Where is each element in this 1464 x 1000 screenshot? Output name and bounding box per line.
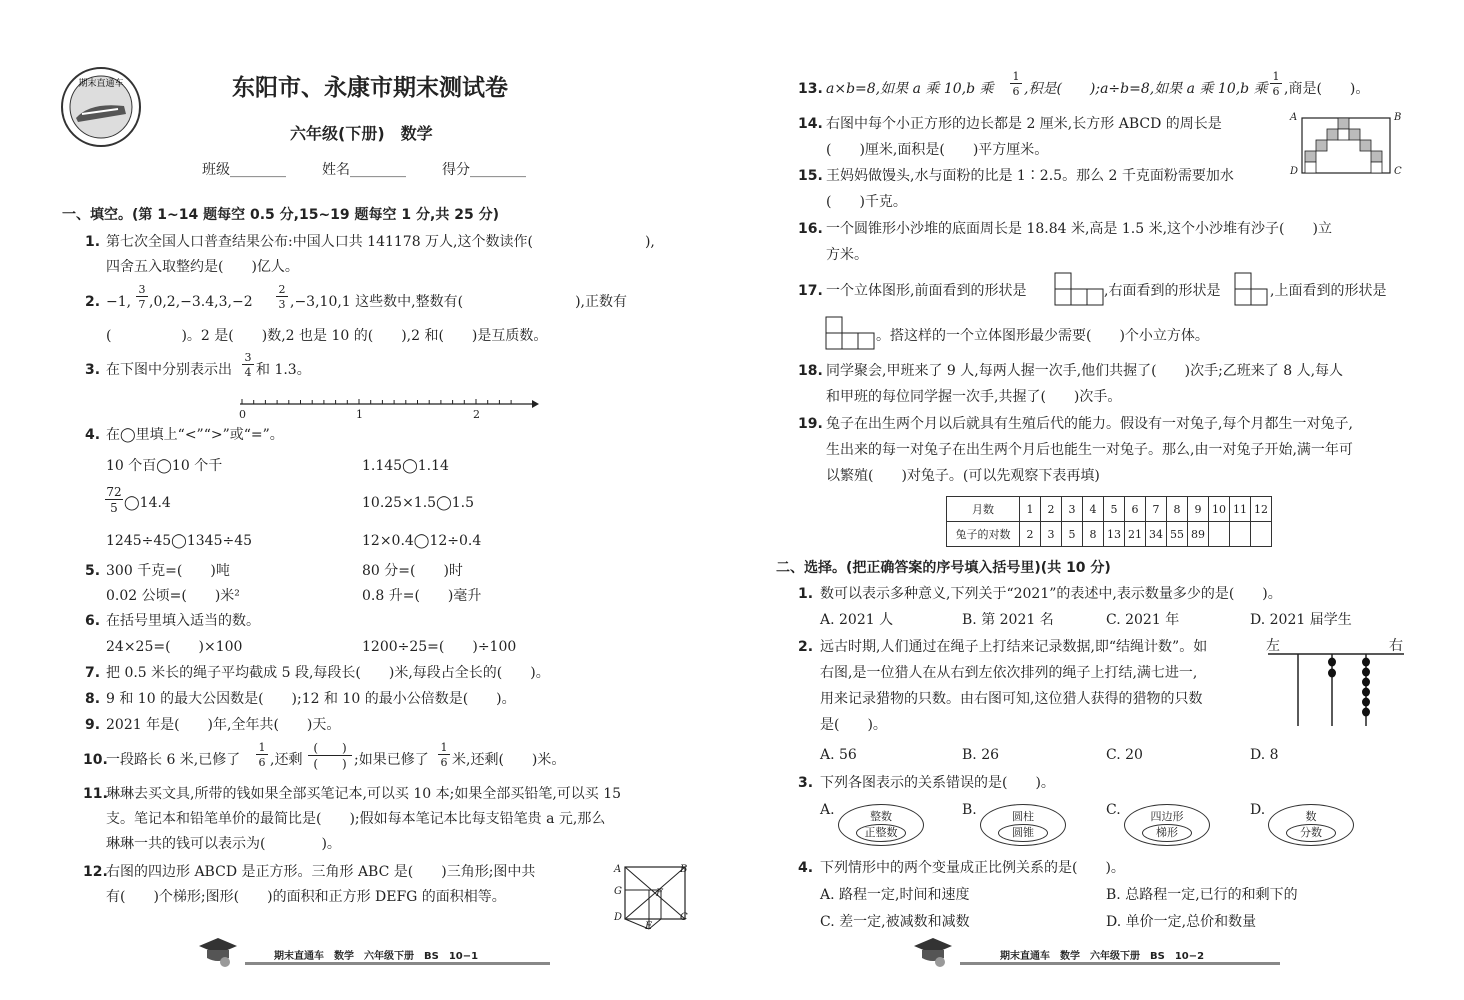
q12-line1: 右图的四边形 ABCD 是正方形。三角形 ABC 是( )三角形;图中共 — [106, 864, 536, 880]
q18-line2: 和甲班的每位同学握一次手,共握了( )次手。 — [826, 389, 1122, 405]
graduation-cap-icon — [910, 934, 956, 968]
q18-line1: 同学聚会,甲班来了 9 人,每两人握一次手,他们共握了( )次手;乙班来了 8 人,每人 — [826, 363, 1344, 379]
tick-1: 1 — [356, 408, 363, 421]
label-E: E — [645, 921, 653, 932]
q10-blank-num[interactable]: ( ) — [308, 741, 352, 756]
q9-text: 2021 年是( )年,全年共( )天。 — [106, 717, 341, 733]
q2-frac1-den: 7 — [138, 298, 146, 311]
q2-number: 2. — [85, 294, 101, 310]
venn-c-inner: 梯形 — [1142, 824, 1192, 842]
q17-c: ,上面看到的形状是 — [1270, 283, 1387, 299]
section-1-heading: 一、填空。(第 1~14 题每空 0.5 分,15~19 题每空 1 分,共 25 分) — [62, 207, 499, 223]
q4-item-d: 10.25×1.5◯1.5 — [362, 495, 475, 511]
right-page — [732, 0, 1464, 1000]
table-cell: 3 — [1041, 522, 1062, 547]
q4-item-e: 1245÷45◯1345÷45 — [106, 533, 253, 549]
q4-item-c: ◯14.4 — [124, 495, 171, 511]
c3-option-a-letter[interactable]: A. — [820, 802, 835, 818]
q14-number: 14. — [798, 116, 823, 132]
c1-text: 数可以表示多种意义,下列关于“2021”的表述中,表示数量多少的是( )。 — [820, 586, 1282, 602]
front-view-shape — [1054, 272, 1104, 308]
table-cell: 1 — [1020, 497, 1041, 522]
table-cell: 13 — [1104, 522, 1125, 547]
q10-blank-den[interactable]: ( ) — [313, 757, 347, 771]
q19-line2: 生出来的每一对兔子在出生两个月后也能生一对兔子。那么,由一对兔子开始,满一年可 — [826, 442, 1353, 458]
q5-item-a: 300 千克=( )吨 — [106, 563, 230, 579]
q11-line3: 琳琳一共的钱可以表示为( )。 — [106, 836, 341, 852]
venn-d-inner: 分数 — [1286, 824, 1336, 842]
q10-f2-num: 1 — [438, 741, 450, 755]
tick-0: 0 — [239, 408, 246, 421]
footer-text-right: 期末直通车 数学 六年级下册 BS 10−2 — [1000, 951, 1205, 962]
c3-option-d-letter[interactable]: D. — [1250, 802, 1266, 818]
label-A: A — [614, 864, 622, 875]
table-row — [947, 522, 1272, 547]
q6-text: 在括号里填入适当的数。 — [106, 613, 260, 629]
c1-option-b[interactable]: B. 第 2021 名 — [962, 612, 1054, 628]
c2-option-d[interactable]: D. 8 — [1250, 747, 1279, 763]
q13-b: ,积是( );a÷b=8,如果 a 乘 10,b 乘 — [1024, 81, 1268, 97]
c4-option-d[interactable]: D. 单价一定,总价和数量 — [1106, 914, 1257, 930]
q4-frac-den: 5 — [110, 501, 118, 515]
q5-number: 5. — [85, 563, 101, 579]
c3-number: 3. — [798, 775, 814, 791]
graduation-cap-icon — [195, 934, 241, 968]
q3-frac-den: 4 — [244, 366, 252, 379]
c2-line3: 用来记录猎物的只数。由右图可知,这位猎人获得的猎物的只数 — [820, 691, 1203, 707]
q10-f1-num: 1 — [256, 741, 268, 755]
label-D: D — [614, 912, 623, 923]
label-C: C — [680, 912, 688, 923]
q19-line3: 以繁殖( )对兔子。(可以先观察下表再填) — [826, 468, 1100, 484]
venn-c-outer: 四边形 — [1150, 810, 1184, 823]
q2-frac2-den: 3 — [278, 298, 286, 311]
q16-line1: 一个圆锥形小沙堆的底面周长是 18.84 米,高是 1.5 米,这个小沙堆有沙子( )立 — [826, 221, 1332, 237]
q8-text: 9 和 10 的最大公因数是( );12 和 10 的最小公倍数是( )。 — [106, 691, 516, 707]
label-F: F — [656, 888, 663, 899]
q5-item-c: 0.02 公顷=( )米² — [106, 588, 240, 604]
q12-line2: 有( )个梯形;图形( )的面积和正方形 DEFG 的面积相等。 — [106, 889, 506, 905]
c4-option-c[interactable]: C. 差一定,被减数和减数 — [820, 914, 970, 930]
q13-c: ,商是( )。 — [1284, 81, 1370, 97]
c3-option-b-letter[interactable]: B. — [962, 802, 977, 818]
q4-item-b: 1.145◯1.14 — [362, 458, 449, 474]
q3-text-b: 和 1.3。 — [256, 362, 311, 378]
c1-option-a[interactable]: A. 2021 人 — [820, 612, 894, 628]
q2-line1a: −1, — [106, 294, 132, 310]
q14-label-D: D — [1290, 166, 1299, 177]
table-cell: 34 — [1146, 522, 1167, 547]
c1-number: 1. — [798, 586, 814, 602]
q19-line1: 兔子在出生两个月以后就具有生殖后代的能力。假设有一对兔子,每个月都生一对兔子, — [826, 416, 1353, 432]
name-field[interactable]: 姓名________ — [322, 162, 406, 178]
tick-2: 2 — [473, 408, 480, 421]
q4-item-a: 10 个百◯10 个千 — [106, 458, 223, 474]
q3-number: 3. — [85, 362, 101, 378]
c2-option-c[interactable]: C. 20 — [1106, 747, 1143, 763]
table-cell: 5 — [1104, 497, 1125, 522]
q14-line2: ( )厘米,面积是( )平方厘米。 — [826, 142, 1049, 158]
q7-number: 7. — [85, 665, 101, 681]
q3-text-a: 在下图中分别表示出 — [106, 362, 232, 378]
venn-b — [980, 804, 1066, 846]
q6-number: 6. — [85, 613, 101, 629]
number-line — [236, 394, 540, 424]
q9-number: 9. — [85, 717, 101, 733]
c4-text: 下列情形中的两个变量成正比例关系的是( )。 — [820, 860, 1125, 876]
table-cell[interactable] — [1251, 522, 1272, 547]
q2-frac2-num: 2 — [276, 283, 288, 297]
label-B: B — [680, 864, 688, 875]
logo-seal — [60, 66, 142, 148]
q15-number: 15. — [798, 168, 823, 184]
table-cell: 4 — [1083, 497, 1104, 522]
q5-item-b: 80 分=( )时 — [362, 563, 463, 579]
q13-f1-num: 1 — [1010, 70, 1022, 84]
q14-label-B: B — [1394, 112, 1402, 123]
table-cell[interactable] — [1209, 522, 1230, 547]
q5-item-d: 0.8 升=( )毫升 — [362, 588, 482, 604]
table-cell: 55 — [1167, 522, 1188, 547]
rabbit-table — [946, 496, 1272, 547]
q10-d: 米,还剩( )米。 — [452, 752, 566, 768]
c1-option-d[interactable]: D. 2021 届学生 — [1250, 612, 1352, 628]
venn-c — [1124, 804, 1210, 846]
q17-a: 一个立体图形,前面看到的形状是 — [826, 283, 1027, 299]
q17-d: 。搭这样的一个立体图形最少需要( )个小立方体。 — [876, 328, 1209, 344]
logo-text: 期末直通车 — [78, 79, 124, 89]
q13-number: 13. — [798, 81, 823, 97]
q13-f1-den: 6 — [1012, 85, 1020, 98]
table-cell: 11 — [1230, 497, 1251, 522]
c2-line4: 是( )。 — [820, 717, 887, 733]
q16-line2: 方米。 — [826, 247, 868, 263]
q10-f1-den: 6 — [258, 756, 266, 769]
venn-a — [838, 804, 924, 846]
section-2-heading: 二、选择。(把正确答案的序号填入括号里)(共 10 分) — [776, 560, 1111, 576]
table-cell: 9 — [1188, 497, 1209, 522]
q10-a: 一段路长 6 米,已修了 — [106, 752, 241, 768]
q2-frac1-num: 3 — [136, 283, 148, 297]
table-cell: 兔子的对数 — [947, 522, 1020, 547]
exam-subtitle: 六年级(下册) 数学 — [290, 124, 433, 143]
q4-item-f: 12×0.4◯12÷0.4 — [362, 533, 482, 549]
c2-option-a[interactable]: A. 56 — [820, 747, 857, 763]
q13-f2-num: 1 — [1270, 70, 1282, 84]
q4-text: 在◯里填上“<”“>”或“=”。 — [106, 427, 284, 443]
table-cell: 21 — [1125, 522, 1146, 547]
venn-a-outer: 整数 — [870, 810, 892, 823]
q12-number: 12. — [83, 864, 108, 880]
table-cell: 8 — [1167, 497, 1188, 522]
exam-title: 东阳市、永康市期末测试卷 — [232, 75, 508, 101]
table-cell[interactable] — [1230, 522, 1251, 547]
table-cell: 8 — [1083, 522, 1104, 547]
table-cell: 3 — [1062, 497, 1083, 522]
q2-line2: ( )。2 是( )数,2 也是 10 的( ),2 和( )是互质数。 — [106, 328, 548, 344]
c2-option-b[interactable]: B. 26 — [962, 747, 1000, 763]
c3-text: 下列各图表示的关系错误的是( )。 — [820, 775, 1055, 791]
q1-line2: 四舍五入取整约是( )亿人。 — [106, 259, 299, 275]
q10-c: ;如果已修了 — [354, 752, 429, 768]
q11-line1: 琳琳去买文具,所带的钱如果全部买笔记本,可以买 10 本;如果全部买铅笔,可以买 15 — [106, 786, 622, 802]
c2-number: 2. — [798, 639, 814, 655]
table-cell: 2 — [1041, 497, 1062, 522]
q13-a: a×b=8,如果 a 乘 10,b 乘 — [826, 81, 994, 97]
q14-label-C: C — [1394, 166, 1402, 177]
right-view-shape — [1234, 272, 1270, 308]
q4-frac-num: 72 — [106, 485, 122, 499]
top-view-shape — [825, 316, 875, 352]
q1-number: 1. — [85, 234, 101, 250]
c3-option-c-letter[interactable]: C. — [1106, 802, 1121, 818]
table-cell: 7 — [1146, 497, 1167, 522]
table-cell: 5 — [1062, 522, 1083, 547]
table-cell: 2 — [1020, 522, 1041, 547]
c1-option-c[interactable]: C. 2021 年 — [1106, 612, 1180, 628]
venn-a-inner: 正整数 — [856, 824, 906, 842]
table-cell: 12 — [1251, 497, 1272, 522]
q15-line1: 王妈妈做馒头,水与面粉的比是 1∶2.5。那么 2 千克面粉需要加水 — [826, 168, 1234, 184]
q14-line1: 右图中每个小正方形的边长都是 2 厘米,长方形 ABCD 的周长是 — [826, 116, 1222, 132]
q14-label-A: A — [1290, 112, 1298, 123]
q1-line1: 第七次全国人口普查结果公布:中国人口共 141178 万人,这个数读作( ), — [106, 234, 655, 250]
table-cell: 89 — [1188, 522, 1209, 547]
q17-b: ,右面看到的形状是 — [1104, 283, 1221, 299]
table-row — [947, 497, 1272, 522]
c2-line2: 右图,是一位猎人在从右到左依次排列的绳子上打结,满七进一, — [820, 665, 1198, 681]
c4-number: 4. — [798, 860, 814, 876]
q4-number: 4. — [85, 427, 101, 443]
q10-number: 10. — [83, 752, 108, 768]
q2-line1c: ,−3,10,1 这些数中,整数有( ),正数有 — [290, 294, 627, 310]
venn-b-inner: 圆锥 — [998, 824, 1048, 842]
stepped-rectangle-diagram — [1298, 112, 1394, 178]
c2-line1: 远古时期,人们通过在绳子上打结来记录数据,即“结绳计数”。如 — [820, 639, 1208, 655]
q3-frac-num: 3 — [242, 351, 254, 365]
score-field[interactable]: 得分________ — [442, 162, 526, 178]
label-G: G — [614, 886, 622, 897]
venn-b-outer: 圆柱 — [1012, 810, 1034, 823]
knot-left-label: 左 — [1266, 638, 1280, 654]
q6-item-b: 1200÷25=( )÷100 — [362, 639, 517, 655]
q19-number: 19. — [798, 416, 823, 432]
c4-option-a[interactable]: A. 路程一定,时间和速度 — [820, 887, 970, 903]
c4-option-b[interactable]: B. 总路程一定,已行的和剩下的 — [1106, 887, 1298, 903]
footer-text-left: 期末直通车 数学 六年级下册 BS 10−1 — [274, 951, 479, 962]
q18-number: 18. — [798, 363, 823, 379]
q11-line2: 支。笔记本和铅笔单价的最简比是( );假如每本笔记本比每支铅笔贵 a 元,那么 — [106, 811, 606, 827]
q8-number: 8. — [85, 691, 101, 707]
q13-f2-den: 6 — [1272, 85, 1280, 98]
venn-d — [1268, 804, 1354, 846]
table-cell: 6 — [1125, 497, 1146, 522]
venn-d-outer: 数 — [1305, 810, 1317, 823]
class-field[interactable]: 班级________ — [202, 162, 286, 178]
q7-text: 把 0.5 米长的绳子平均截成 5 段,每段长( )米,每段占全长的( )。 — [106, 665, 550, 681]
q16-number: 16. — [798, 221, 823, 237]
q6-item-a: 24×25=( )×100 — [106, 639, 243, 655]
table-cell: 月数 — [947, 497, 1020, 522]
table-cell: 10 — [1209, 497, 1230, 522]
knot-right-label: 右 — [1389, 638, 1403, 654]
q17-number: 17. — [798, 283, 823, 299]
q11-number: 11. — [83, 786, 108, 802]
knot-rope-diagram — [1266, 648, 1406, 730]
q2-line1b: ,0,2,−3.4,3,−2 — [149, 294, 253, 310]
q10-b: ,还剩 — [270, 752, 303, 768]
q15-line2: ( )千克。 — [826, 194, 907, 210]
q10-f2-den: 6 — [440, 756, 448, 769]
